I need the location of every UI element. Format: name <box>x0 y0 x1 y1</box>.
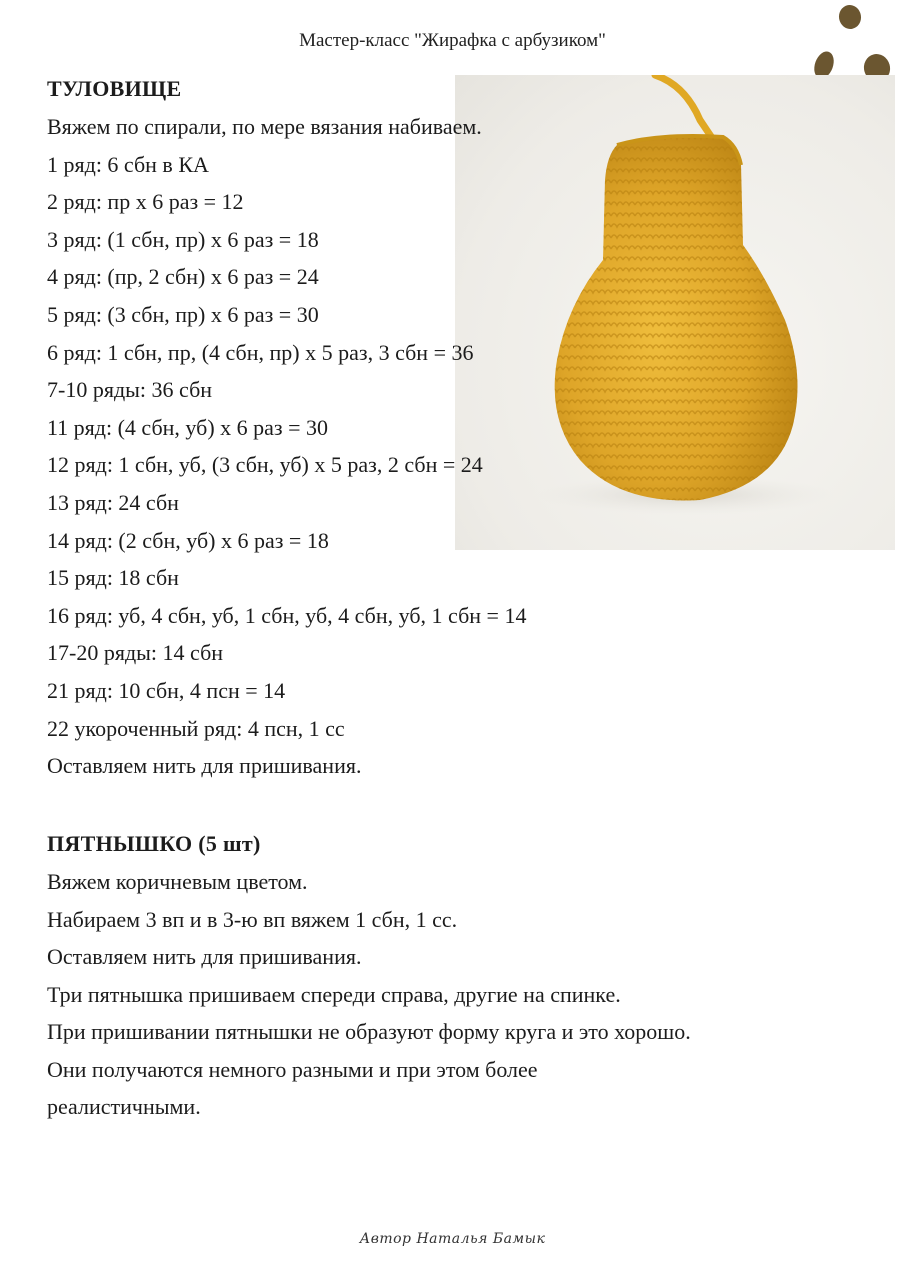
instruction-line: 14 ряд: (2 сбн, уб) х 6 раз = 18 <box>47 527 329 553</box>
spot-section <box>47 825 691 1126</box>
instruction-line: Три пятнышка пришиваем спереди справа, другие на спинке. <box>47 981 621 1007</box>
author-signature: Автор Наталья Бамык <box>359 1231 546 1247</box>
instruction-line: Вяжем коричневым цветом. <box>47 869 308 894</box>
instruction-line: реалистичными. <box>47 1094 201 1119</box>
instruction-line: 15 ряд: 18 сбн <box>47 565 179 591</box>
instruction-line: 22 укороченный ряд: 4 псн, 1 сс <box>47 715 345 741</box>
section-heading-spot: ПЯТНЫШКО (5 шт) <box>47 831 261 856</box>
instruction-line: 6 ряд: 1 сбн, пр, (4 сбн, пр) х 5 раз, 3 сбн = 36 <box>47 339 474 365</box>
instruction-line: 3 ряд: (1 сбн, пр) х 6 раз = 18 <box>47 226 319 252</box>
instruction-line: 5 ряд: (3 сбн, пр) х 6 раз = 30 <box>47 301 319 327</box>
instruction-line: Оставляем нить для пришивания. <box>47 944 362 969</box>
instruction-line: Оставляем нить для пришивания. <box>47 753 362 779</box>
section-heading-body: ТУЛОВИЩЕ <box>47 76 182 101</box>
instruction-line: 12 ряд: 1 сбн, уб, (3 сбн, уб) х 5 раз, 2 сбн = 24 <box>47 452 483 478</box>
instruction-line: Набираем 3 вп и в 3-ю вп вяжем 1 сбн, 1 сс. <box>47 906 458 932</box>
instruction-line: 4 ряд: (пр, 2 сбн) х 6 раз = 24 <box>47 264 319 290</box>
body-section <box>47 70 526 785</box>
instruction-line: 2 ряд: пр х 6 раз = 12 <box>47 189 244 215</box>
instruction-line: При пришивании пятнышки не образуют форму круга и это хорошо. <box>47 1019 691 1044</box>
instruction-line: 7-10 ряды: 36 сбн <box>47 377 213 403</box>
document-title: Мастер-класс "Жирафка с арбузиком" <box>299 30 606 51</box>
instruction-line: 21 ряд: 10 сбн, 4 псн = 14 <box>47 677 286 703</box>
instruction-line: 16 ряд: уб, 4 сбн, уб, 1 сбн, уб, 4 сбн, уб, 1 сбн = 14 <box>47 602 527 628</box>
instruction-line: 11 ряд: (4 сбн, уб) х 6 раз = 30 <box>47 414 329 440</box>
instruction-line: Вяжем по спирали, по мере вязания набиваем. <box>47 114 482 139</box>
instruction-line: 13 ряд: 24 сбн <box>47 489 179 515</box>
brown-spot-1 <box>837 3 863 30</box>
instruction-line: 1 ряд: 6 сбн в КА <box>47 151 209 177</box>
instruction-line: Они получаются немного разными и при этом более <box>47 1056 538 1082</box>
instruction-line: 17-20 ряды: 14 сбн <box>47 640 224 666</box>
